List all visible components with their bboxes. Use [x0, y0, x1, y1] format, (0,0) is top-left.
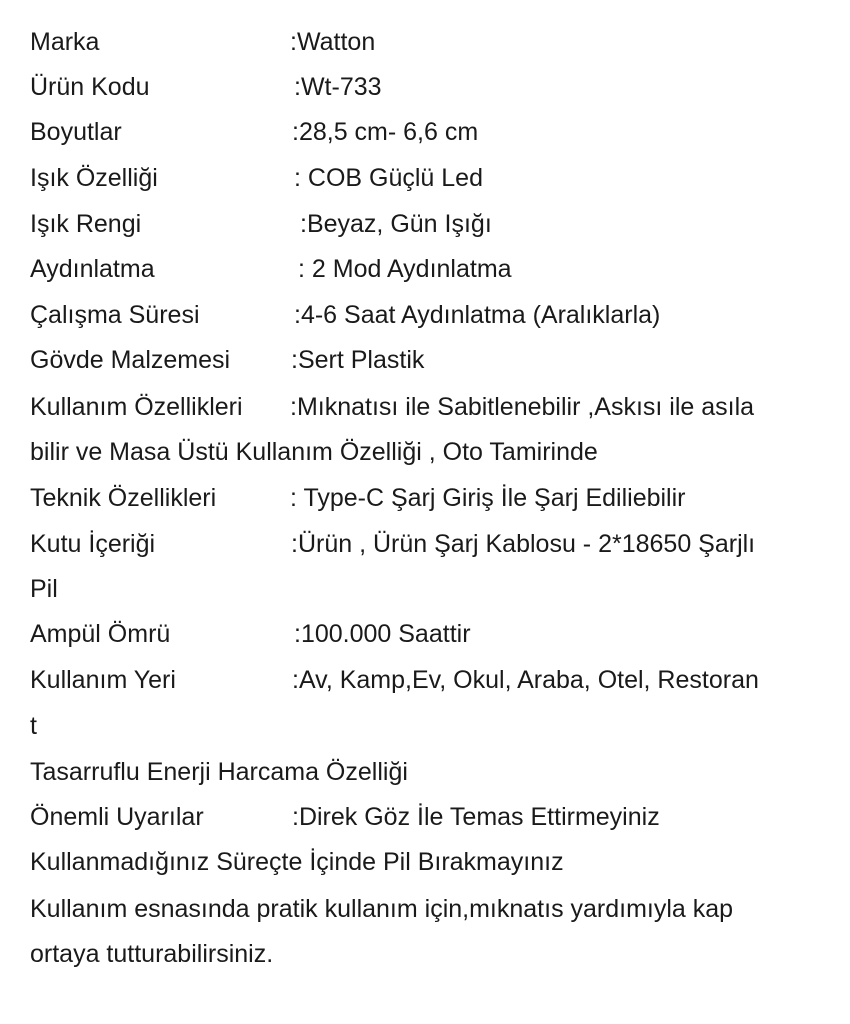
spec-row-usage-features: [30, 393, 755, 421]
spec-label: Önemli Uyarılar: [30, 803, 204, 831]
spec-label: Ürün Kodu: [30, 73, 150, 101]
spec-note-line: Kullanmadığınız Süreçte İçinde Pil Bırakmayınız: [30, 848, 564, 876]
spec-value: : Type-C Şarj Giriş İle Şarj Ediliebilir: [290, 484, 686, 512]
spec-value: :100.000 Saattir: [294, 620, 471, 648]
spec-label: Kullanım Özellikleri: [30, 393, 243, 421]
spec-value: :Beyaz, Gün Işığı: [300, 210, 492, 238]
spec-note-line: Kullanım esnasında pratik kullanım için,mıknatıs yardımıyla kap: [30, 895, 734, 923]
spec-row-box-contents: [30, 530, 756, 558]
spec-value: :Mıknatısı ile Sabitlenebilir ,Askısı ile asıla: [290, 393, 755, 421]
spec-label: Teknik Özellikleri: [30, 484, 217, 512]
spec-value: :Ürün , Ürün Şarj Kablosu - 2*18650 Şarjlı: [291, 530, 756, 558]
spec-row-technical-features: [30, 484, 686, 512]
spec-value: :Sert Plastik: [291, 346, 425, 374]
spec-label: Kullanım Yeri: [30, 666, 176, 694]
spec-continuation-line: bilir ve Masa Üstü Kullanım Özelliği , Oto Tamirinde: [30, 438, 598, 466]
spec-row-bulb-life: [30, 620, 471, 648]
spec-row-usage-place: [30, 666, 759, 694]
spec-label: Marka: [30, 28, 100, 56]
spec-label: Işık Özelliği: [30, 164, 158, 192]
spec-value: :Watton: [290, 28, 376, 56]
spec-value: :Direk Göz İle Temas Ettirmeyiniz: [292, 803, 660, 831]
spec-row-body-material: [30, 346, 425, 374]
spec-row-lighting: [30, 255, 512, 283]
spec-label: Gövde Malzemesi: [30, 346, 231, 374]
spec-value: :Av, Kamp,Ev, Okul, Araba, Otel, Restoran: [292, 666, 759, 694]
spec-label: Aydınlatma: [30, 255, 155, 283]
spec-value: : 2 Mod Aydınlatma: [298, 255, 512, 283]
spec-label: Çalışma Süresi: [30, 301, 200, 329]
spec-value: :Wt-733: [294, 73, 382, 101]
spec-label: Işık Rengi: [30, 210, 142, 238]
spec-row-important-warnings: [30, 803, 660, 831]
spec-row-light-feature: [30, 164, 483, 192]
spec-note-line: Tasarruflu Enerji Harcama Özelliği: [30, 758, 408, 786]
spec-note-line: ortaya tutturabilirsiniz.: [30, 940, 274, 968]
spec-value: :28,5 cm- 6,6 cm: [292, 118, 479, 146]
spec-row-product-code: [30, 73, 382, 101]
spec-value: : COB Güçlü Led: [294, 164, 483, 192]
spec-row-working-time: [30, 301, 661, 329]
spec-value: :4-6 Saat Aydınlatma (Aralıklarla): [294, 301, 661, 329]
spec-label: Boyutlar: [30, 118, 122, 146]
spec-row-dimensions: [30, 118, 479, 146]
spec-row-light-color: [30, 210, 492, 238]
spec-label: Kutu İçeriği: [30, 530, 156, 558]
spec-row-brand: [30, 28, 376, 56]
spec-continuation-line: t: [30, 712, 37, 740]
spec-label: Ampül Ömrü: [30, 620, 171, 648]
spec-continuation-line: Pil: [30, 575, 58, 603]
